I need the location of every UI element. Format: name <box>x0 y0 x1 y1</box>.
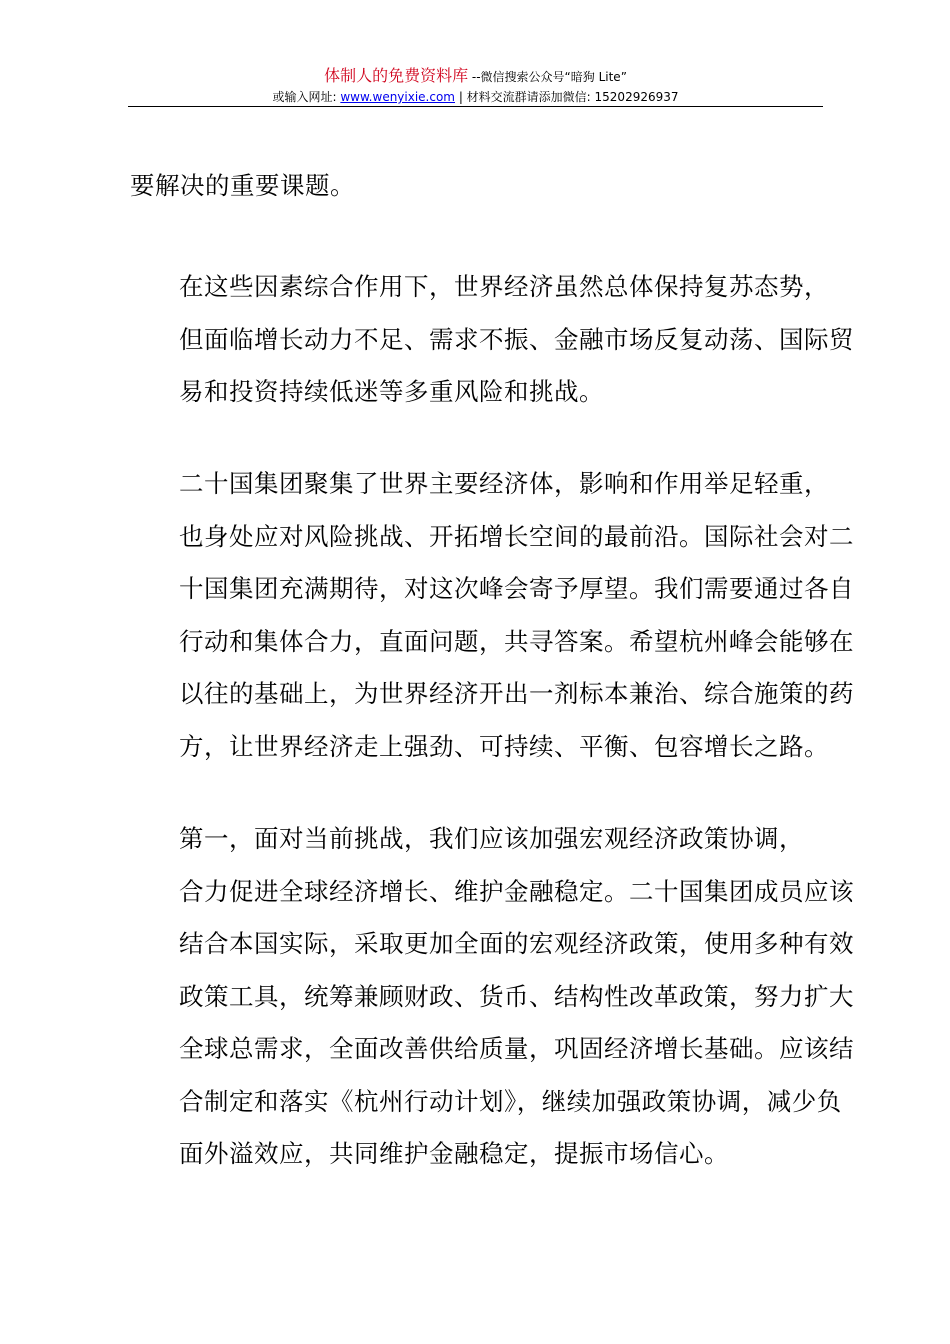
text-line: 十国集团充满期待，对这次峰会寄予厚望。我们需要通过各自 <box>179 574 854 603</box>
text-line: 第一，面对当前挑战，我们应该加强宏观经济政策协调， <box>179 824 804 853</box>
brand-title: 体制人的免费资料库 <box>324 66 469 85</box>
header-title-line <box>128 66 823 87</box>
paragraph-3 <box>130 458 854 773</box>
text-line: 政策工具，统筹兼顾财政、货币、结构性改革政策，努力扩大 <box>179 981 854 1011</box>
text-line: 合制定和落实《杭州行动计划》，继续加强政策协调，减少负 <box>179 1086 842 1116</box>
text-line: 在这些因素综合作用下，世界经济虽然总体保持复苏态势， <box>179 272 829 301</box>
header-divider <box>128 106 823 107</box>
url-prefix: 或输入网址: <box>272 90 341 104</box>
text-line: 也身处应对风险挑战、开拓增长空间的最前沿。国际社会对二 <box>179 521 854 551</box>
contact-info: | 材料交流群请添加微信: 15202926937 <box>455 90 679 104</box>
text-line: 但面临增长动力不足、需求不振、金融市场反复动荡、国际贸 <box>179 324 854 354</box>
page-header <box>128 66 823 105</box>
paragraph-1 <box>130 160 830 213</box>
header-contact-line <box>128 89 823 105</box>
text-line: 全球总需求，全面改善供给质量，巩固经济增长基础。应该结 <box>179 1034 854 1063</box>
text-line: 要解决的重要课题。 <box>130 171 355 200</box>
paragraph-4 <box>130 813 854 1181</box>
text-line: 合力促进全球经济增长、维护金融稳定。二十国集团成员应该 <box>179 876 854 906</box>
text-line: 方，让世界经济走上强劲、可持续、平衡、包容增长之路。 <box>179 731 829 761</box>
text-line: 结合本国实际，采取更加全面的宏观经济政策，使用多种有效 <box>179 929 854 958</box>
header-tagline: --微信搜索公众号“暗狗 Lite” <box>468 70 627 84</box>
text-line: 二十国集团聚集了世界主要经济体，影响和作用举足轻重， <box>179 469 829 498</box>
text-line: 易和投资持续低迷等多重风险和挑战。 <box>179 377 604 406</box>
text-line: 以往的基础上，为世界经济开出一剂标本兼治、综合施策的药 <box>179 679 854 708</box>
paragraph-2 <box>130 261 854 419</box>
text-line: 面外溢效应，共同维护金融稳定，提振市场信心。 <box>179 1139 729 1168</box>
text-line: 行动和集体合力，直面问题，共寻答案。希望杭州峰会能够在 <box>179 626 854 656</box>
website-link[interactable]: www.wenyixie.com <box>340 90 455 104</box>
